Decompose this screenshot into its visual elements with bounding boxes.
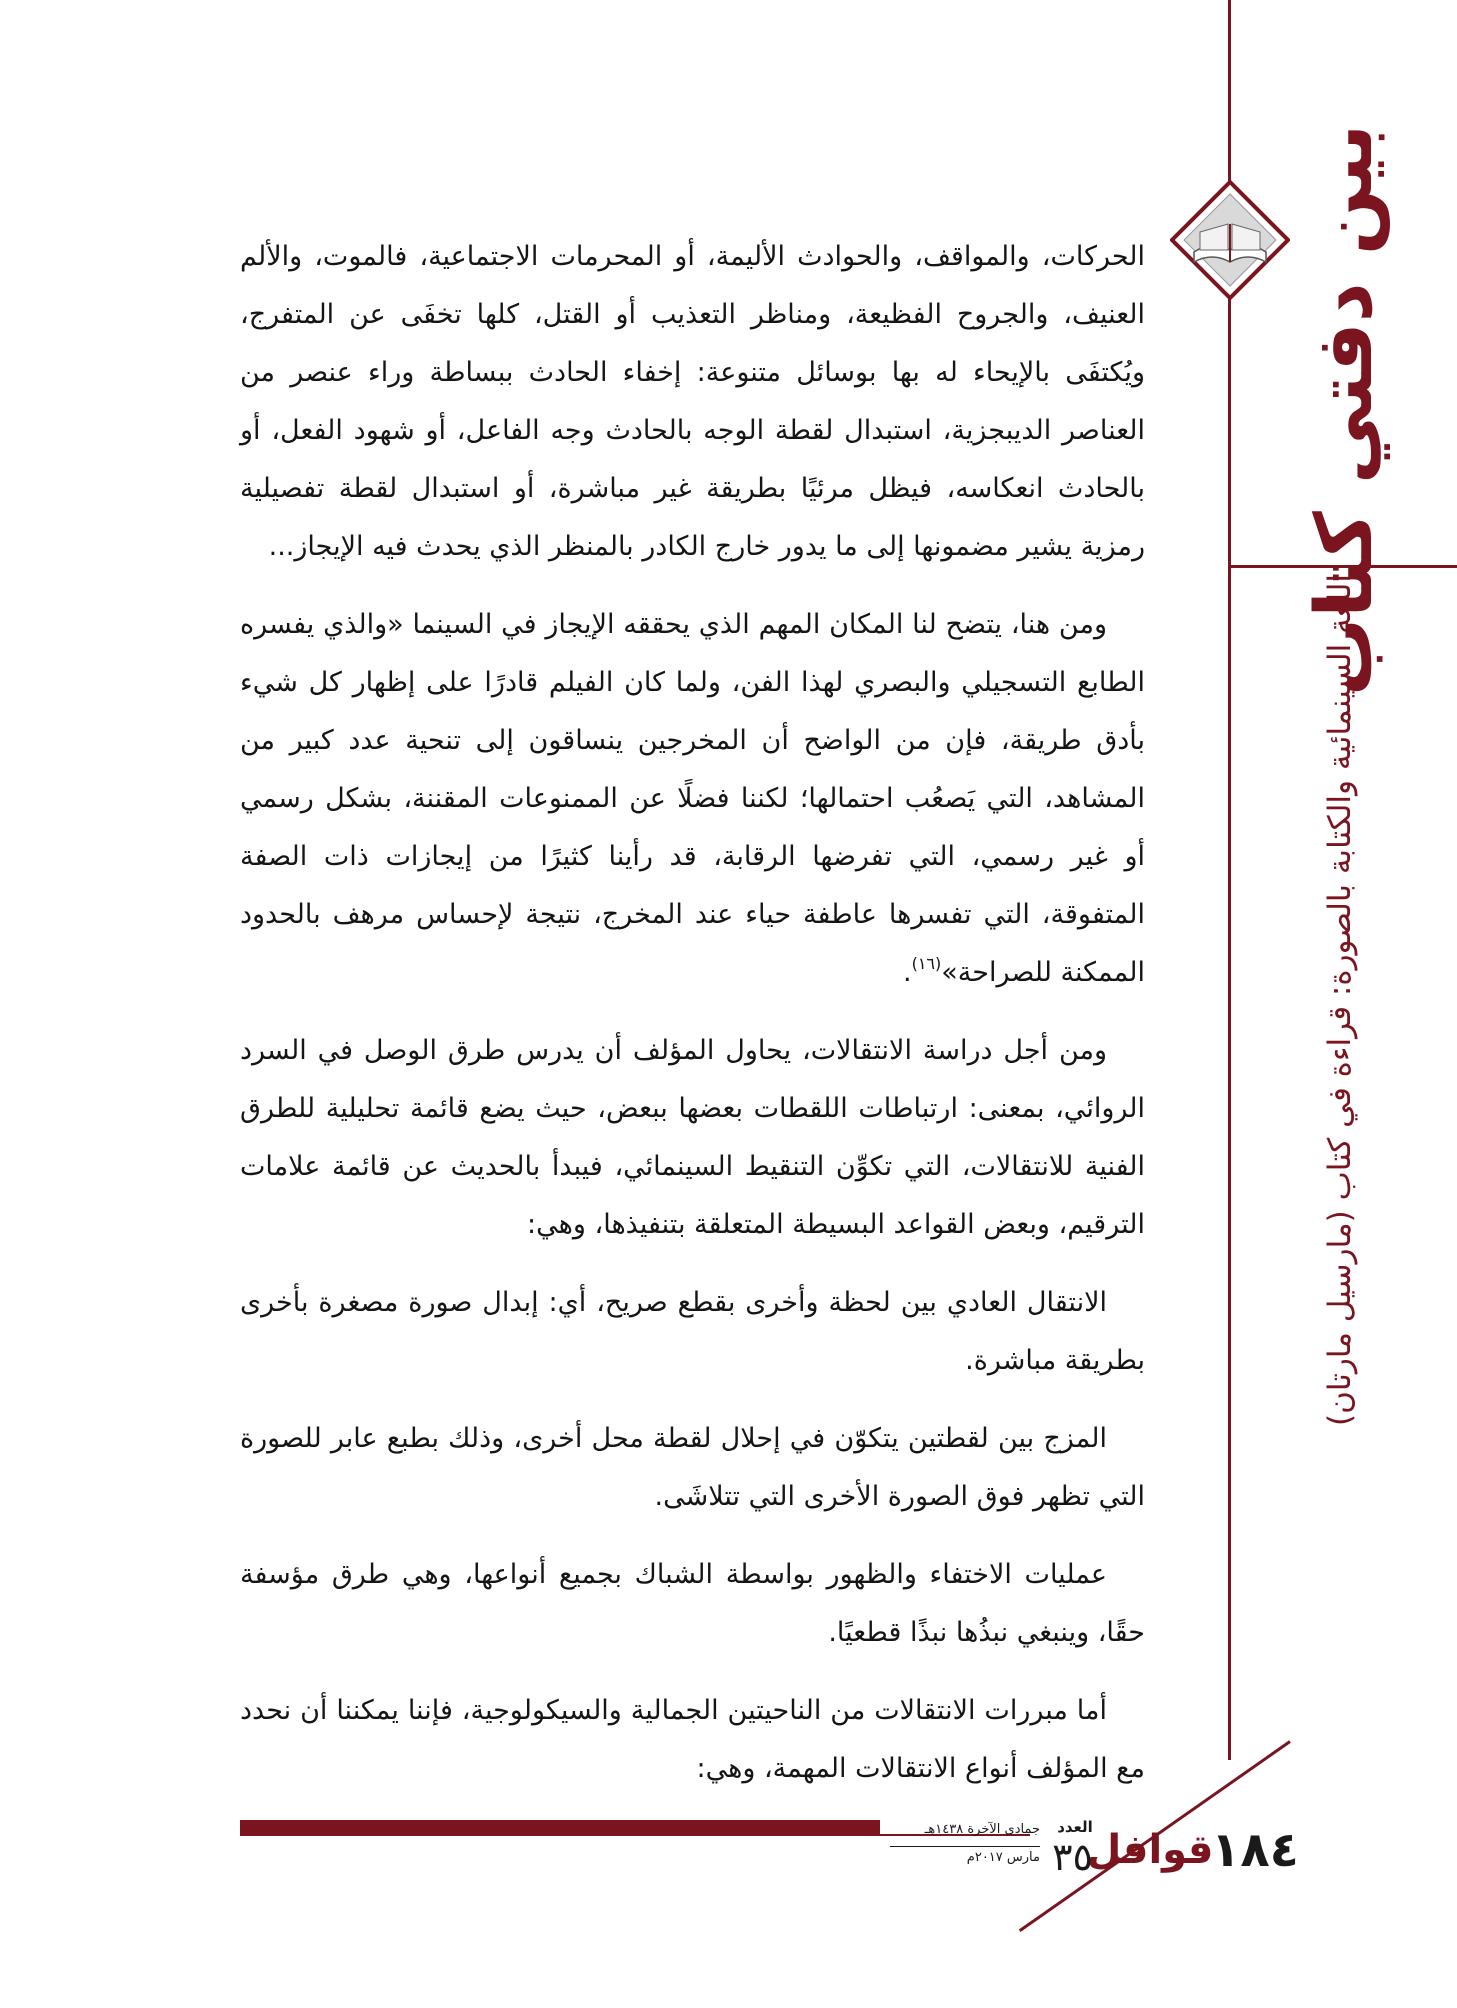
issue-number: ٣٥ [1052,1835,1093,1879]
paragraph-3: ومن أجل دراسة الانتقالات، يحاول المؤلف أن يدرس طرق الوصل في السرد الروائي، بمعنى: ارتباطات اللقطات بعضها ببعض، حيث يضع قائمة تحليلية للطرق الفنية للانتقالات، التي تكوِّن التنقيط السينمائي، فيبدأ بالحديث عن قائمة علامات الترقيم، وبعض القواعد البسيطة المتعلقة بتنفيذها، وهي: [240,1035,1145,1240]
article-body [240,228,1145,1818]
date-hijri: جمادى الآخرة ١٤٣٨هـ [924,1822,1040,1837]
magazine-logo: قوافل [1086,1827,1214,1873]
date-gregorian: مارس ٢٠١٧م [966,1850,1040,1865]
paragraph-1: الحركات، والمواقف، والحوادث الأليمة، أو المحرمات الاجتماعية، فالموت، والألم العنيف، والجروح الفظيعة، ومناظر التعذيب أو القتل، كلها تخفَى عن المتفرج، ويُكتفَى بالإيحاء له بها بوسائل متنوعة: إخفاء الحادث ببساطة وراء عنصر من العناصر الديبجزية، استبدال لقطة الوجه بالحادث وجه الفاعل، أو شهود الفعل، أو بالحادث انعكاسه، فيظل مرئيًا بطريقة غير مباشرة، أو استبدال لقطة تفصيلية رمزية يشير مضمونها إلى ما يدور خارج الكادر بالمنظر الذي يحدث فيه الإيجاز... [240,241,1145,562]
page-number: ١٨٤ [1211,1822,1299,1878]
paragraph-7: أما مبررات الانتقالات من الناحيتين الجمالية والسيكولوجية، فإننا يمكننا أن نحدد مع المؤلف أنواع الانتقالات المهمة، وهي: [240,1695,1145,1784]
section-title-text: بين دفتي كتاب [1300,123,1391,697]
paragraph-2-text: ومن هنا، يتضح لنا المكان المهم الذي يحققه الإيجاز في السينما «والذي يفسره الطابع التسجيلي والبصري لهذا الفن، ولما كان الفيلم قادرًا على إظهار كل شيء بأدق طريقة، فإن من الواضح أن المخرجين ينساقون إلى تنحية عدد كبير من المشاهد، التي يَصعُب احتمالها؛ لكننا فضلًا عن الممنوعات المقننة، بشكل رسمي أو غير رسمي، التي تفرضها الرقابة، قد رأينا كثيرًا من إيجازات ذات الصفة المتفوقة، التي تفسرها عاطفة حياء عند المخرج، نتيجة لإحساس مرهف بالحدود الممكنة للصراحة» [240,609,1145,988]
running-head-text: اللغة السينمائية والكتابة بالصورة: قراءة في كتاب (مارسيل مارتان) [1322,573,1359,1427]
paragraph-2-tail: . [902,957,912,988]
date-separator [890,1846,1040,1847]
running-head [1240,573,1440,1427]
paragraph-5: المزج بين لقطتين يتكوّن في إحلال لقطة محل أخرى، وذلك بطبع عابر للصورة التي تظهر فوق الصورة الأخرى التي تتلاشَى. [240,1423,1145,1512]
issue-label: العدد [1057,1818,1093,1836]
section-title [1240,123,1450,697]
paragraph-4: الانتقال العادي بين لحظة وأخرى بقطع صريح، أي: إبدال صورة مصغرة بأخرى بطريقة مباشرة. [240,1287,1145,1376]
paragraph-2 [240,596,1145,1002]
footnote-reference: (١٦) [911,954,942,973]
paragraph-6: عمليات الاختفاء والظهور بواسطة الشباك بجميع أنواعها، وهي طرق مؤسفة حقًا، وينبغي نبذُها نبذًا قطعيًا. [240,1559,1145,1648]
footer-bar [240,1820,880,1834]
